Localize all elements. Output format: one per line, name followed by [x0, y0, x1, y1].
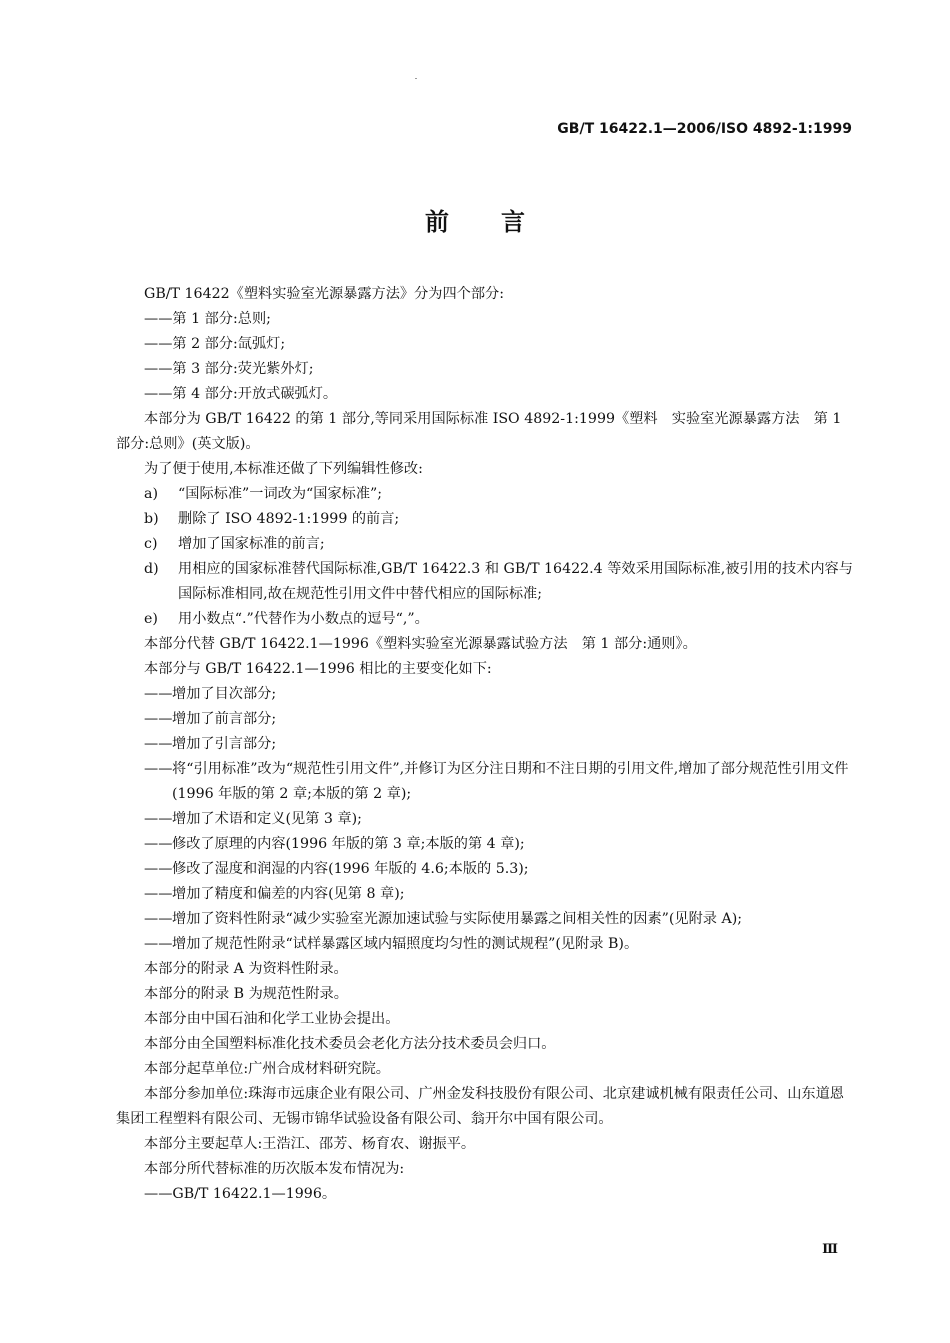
proposed-paragraph: 本部分由中国石油和化学工业协会提出。	[144, 1011, 400, 1027]
history-item: ——GB/T 16422.1—1996。	[144, 1186, 337, 1202]
edit-item-text: “国际标准”一词改为“国家标准”;	[178, 486, 383, 502]
change-item-text: 增加了目次部分;	[172, 686, 277, 702]
change-item	[116, 907, 856, 932]
changes-intro: 本部分与 GB/T 16422.1—1996 相比的主要变化如下:	[144, 661, 492, 677]
edit-item-label: c)	[144, 536, 158, 552]
standard-number: GB/T 16422.1—2006/ISO 4892-1:1999	[557, 121, 852, 137]
dash-mark: ——	[144, 886, 173, 902]
change-item-text: 增加了引言部分;	[172, 736, 277, 752]
history-intro: 本部分所代替标准的历次版本发布情况为:	[144, 1161, 405, 1177]
change-item-text: 增加了规范性附录“试样暴露区域内辐照度均匀性的测试规程”(见附录 B)。	[172, 936, 639, 952]
drafting-unit-paragraph: 本部分起草单位:广州合成材料研究院。	[144, 1061, 390, 1077]
change-item-text: 增加了前言部分;	[172, 711, 277, 727]
page-title: 前言	[425, 208, 577, 236]
dash-mark: ——	[144, 811, 173, 827]
change-item-text: 修改了湿度和润湿的内容(1996 年版的 4.6;本版的 5.3);	[172, 861, 529, 877]
replaces-paragraph: 本部分代替 GB/T 16422.1—1996《塑料实验室光源暴露试验方法 第 1 部分:通则》。	[144, 636, 697, 652]
change-item	[116, 807, 856, 832]
change-item-text: 增加了精度和偏差的内容(见第 8 章);	[172, 886, 405, 902]
page-number: Ⅲ	[822, 1242, 838, 1257]
part-item: ——第 1 部分:总则;	[144, 311, 271, 327]
change-item-text: 修改了原理的内容(1996 年版的第 3 章;本版的第 4 章);	[172, 836, 525, 852]
edit-item-text: 删除了 ISO 4892-1:1999 的前言;	[178, 511, 400, 527]
annex-a-paragraph: 本部分的附录 A 为资料性附录。	[144, 961, 348, 977]
dash-mark: ——	[144, 936, 173, 952]
change-item-text: 将“引用标准”改为“规范性引用文件”,并修订为区分注日期和不注日期的引用文件,增加了部分规范性引用文件(1996 年版的第 2 章;本版的第 2 章);	[172, 761, 849, 802]
edit-item-label: d)	[144, 561, 159, 577]
edit-item-label: b)	[144, 511, 159, 527]
annex-b-paragraph: 本部分的附录 B 为规范性附录。	[144, 986, 348, 1002]
drafters-paragraph: 本部分主要起草人:王浩江、邵芳、杨育农、谢振平。	[144, 1136, 476, 1152]
change-item	[116, 832, 856, 857]
change-item	[116, 857, 856, 882]
dash-mark: ——	[144, 711, 173, 727]
edit-item-text: 增加了国家标准的前言;	[178, 536, 325, 552]
part-item: ——第 4 部分:开放式碳弧灯。	[144, 386, 338, 402]
change-item	[116, 732, 856, 757]
change-item	[116, 882, 856, 907]
dash-mark: ——	[144, 736, 173, 752]
intro-paragraph: GB/T 16422《塑料实验室光源暴露方法》分为四个部分:	[144, 286, 504, 302]
change-item-text: 增加了资料性附录“减少实验室光源加速试验与实际使用暴露之间相关性的因素”(见附录 A);	[172, 911, 743, 927]
dash-mark: ——	[144, 836, 173, 852]
change-item	[116, 707, 856, 732]
edit-item	[116, 607, 856, 632]
edit-item	[116, 532, 856, 557]
edit-item-label: e)	[144, 611, 158, 627]
change-item	[116, 932, 856, 957]
centralized-paragraph: 本部分由全国塑料标准化技术委员会老化方法分技术委员会归口。	[144, 1036, 556, 1052]
edit-item-text: 用小数点“.”代替作为小数点的逗号“,”。	[178, 611, 429, 627]
change-item	[116, 682, 856, 707]
edit-item	[116, 557, 856, 607]
dash-mark: ——	[144, 761, 173, 777]
edit-item-text: 用相应的国家标准替代国际标准,GB/T 16422.3 和 GB/T 16422.4 等效采用国际标准,被引用的技术内容与国际标准相同,故在规范性引用文件中替代相应的国际标准;	[178, 561, 853, 602]
change-item	[116, 757, 856, 807]
dash-mark: ——	[144, 686, 173, 702]
change-item-text: 增加了术语和定义(见第 3 章);	[172, 811, 362, 827]
part-item: ——第 2 部分:氙弧灯;	[144, 336, 286, 352]
adopt-paragraph: 本部分为 GB/T 16422 的第 1 部分,等同采用国际标准 ISO 4892-1:1999《塑料 实验室光源暴露方法 第 1 部分:总则》(英文版)。	[116, 411, 842, 452]
edit-intro: 为了便于使用,本标准还做了下列编辑性修改:	[144, 461, 423, 477]
part-item: ——第 3 部分:荧光紫外灯;	[144, 361, 314, 377]
participants-paragraph: 本部分参加单位:珠海市远康企业有限公司、广州金发科技股份有限公司、北京建诚机械有限责任公司、山东道恩集团工程塑料有限公司、无锡市锦华试验设备有限公司、翁开尔中国有限公司。	[116, 1086, 844, 1127]
edit-item-label: a)	[144, 486, 158, 502]
edit-item	[116, 482, 856, 507]
document-body	[116, 282, 856, 1207]
edit-item	[116, 507, 856, 532]
scan-speck	[415, 78, 417, 79]
dash-mark: ——	[144, 861, 173, 877]
dash-mark: ——	[144, 911, 173, 927]
